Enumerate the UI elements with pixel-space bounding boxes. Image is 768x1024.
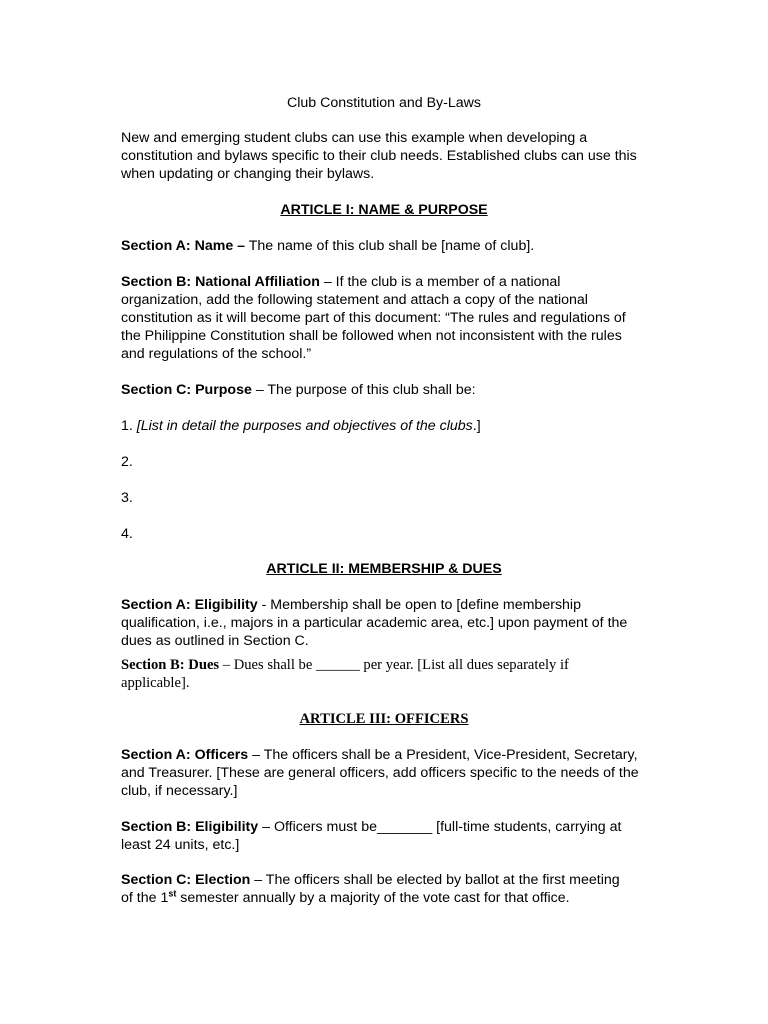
intro-paragraph: New and emerging student clubs can use this example when developing a constitution and bylaws specific to their club needs. Established clubs can use this when updating or changing their bylaws. [121, 130, 637, 182]
article-3-section-a [121, 746, 641, 800]
purpose-item-1 [121, 417, 641, 435]
document-title: Club Constitution and By-Laws [287, 95, 481, 111]
section-text: – The officers shall be a President, Vice-President, Secretary, and Treasurer. [These are general officers, add officers specific to the needs of the club, if necessary.] [121, 747, 639, 799]
section-text: - Membership shall be open to [define membership qualification, i.e., majors in a particular academic area, etc.] upon payment of the dues as outlined in Section C. [121, 597, 628, 649]
section-label: Section B: National Affiliation [121, 274, 320, 290]
ordinal-suffix: st [168, 888, 177, 899]
section-label: Section A: Eligibility [121, 597, 258, 613]
section-text: – The officers shall be elected by ballot at the first meeting of the 1 [121, 872, 620, 906]
article-1-section-a [121, 237, 641, 255]
item-end: .] [472, 418, 481, 434]
section-label: Section B: Dues [121, 657, 220, 673]
article-3-section-c [121, 871, 621, 907]
article-1-heading: ARTICLE I: NAME & PURPOSE [280, 202, 488, 218]
item-number: 1. [121, 418, 137, 434]
section-text: – Dues shall be ______ per year. [List all dues separately if applicable]. [121, 657, 569, 691]
section-label: Section B: Eligibility [121, 819, 259, 835]
section-text: – The purpose of this club shall be: [251, 382, 476, 398]
article-3-heading: ARTICLE III: OFFICERS [299, 711, 469, 727]
section-label: Section A: Officers [121, 747, 249, 763]
article-1-section-c [121, 381, 641, 399]
article-2-heading: ARTICLE II: MEMBERSHIP & DUES [266, 561, 502, 577]
section-text: The name of this club shall be [name of club]. [245, 238, 535, 254]
section-label: Section A: Name – [121, 238, 246, 254]
item-text: [List in detail the purposes and objectives of the clubs [136, 418, 473, 434]
article-3-section-b [121, 818, 641, 854]
article-2-section-a [121, 596, 641, 650]
purpose-item-4: 4. [121, 526, 133, 542]
article-2-section-b [121, 656, 601, 692]
section-text: – Officers must be_______ [full-time students, carrying at least 24 units, etc.] [121, 819, 622, 853]
section-text-cont: semester annually by a majority of the vote cast for that office. [176, 890, 570, 906]
purpose-item-3: 3. [121, 490, 133, 506]
section-label: Section C: Purpose [121, 382, 252, 398]
purpose-item-2: 2. [121, 454, 133, 470]
section-label: Section C: Election [121, 872, 251, 888]
section-text: – If the club is a member of a national organization, add the following statement and attach a copy of the national constitution as it will become part of this document: “The rules and regulations of the Philippine Constitution shall be followed when not inconsistent with the rules and regulations of the school.” [121, 274, 626, 362]
article-1-section-b [121, 273, 641, 363]
